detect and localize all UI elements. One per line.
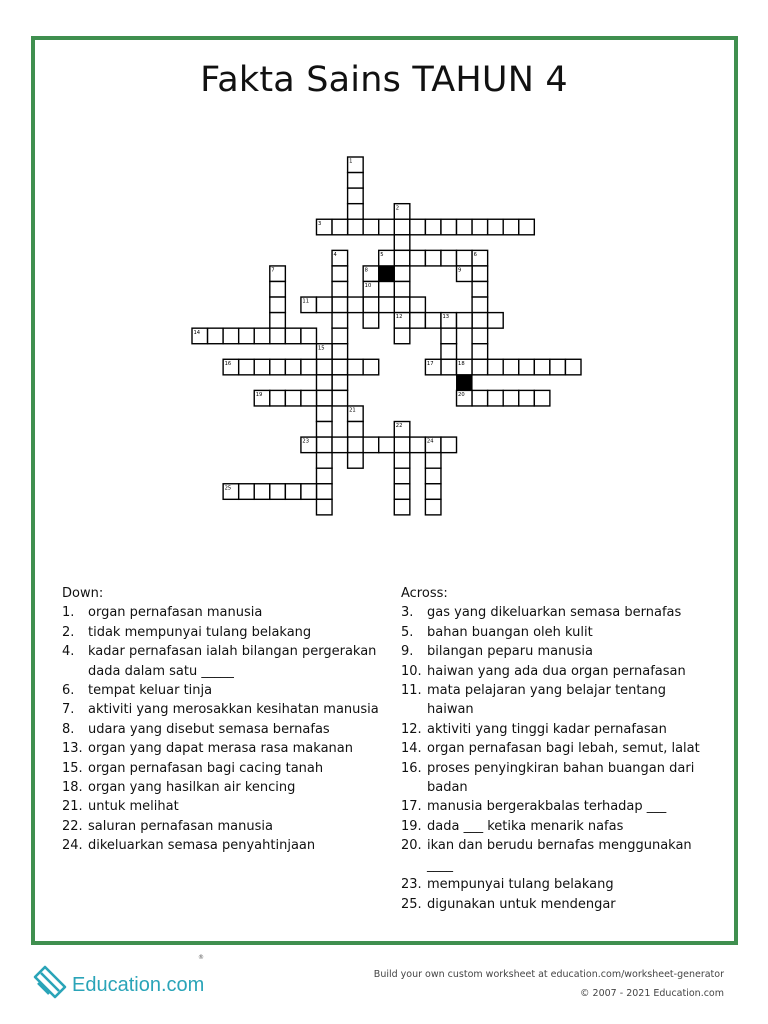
across-clue <box>401 836 716 875</box>
crossword-cell[interactable] <box>270 313 286 329</box>
crossword-cell[interactable] <box>394 266 410 282</box>
crossword-cell[interactable] <box>410 250 426 266</box>
crossword-cell[interactable] <box>488 359 504 375</box>
clue-text: manusia bergerakbalas terhadap ___ <box>427 799 667 815</box>
clue-text: dada ___ ketika menarik nafas <box>427 818 624 834</box>
crossword-cell[interactable] <box>394 453 410 469</box>
crossword-number: 2 <box>395 205 400 212</box>
crossword-black-cell <box>379 266 395 282</box>
crossword-cell[interactable] <box>270 281 286 297</box>
across-clue <box>401 662 716 681</box>
clue-number: 4. <box>62 644 75 660</box>
clue-text: mempunyai tulang belakang <box>427 877 614 893</box>
crossword-cell[interactable] <box>394 297 410 313</box>
crossword-cell[interactable] <box>239 359 255 375</box>
crossword-number: 17 <box>426 360 434 367</box>
across-clue <box>401 681 716 720</box>
crossword-cell[interactable] <box>348 422 364 438</box>
crossword-number: 25 <box>224 485 232 492</box>
across-clue <box>401 739 716 758</box>
crossword-cell[interactable] <box>394 437 410 453</box>
clue-number: 19. <box>401 818 422 834</box>
crossword-cell[interactable] <box>425 453 441 469</box>
crossword-cell[interactable] <box>348 173 364 189</box>
clue-text: udara yang disebut semasa bernafas <box>88 721 330 737</box>
crossword-cell[interactable] <box>488 313 504 329</box>
crossword-number: 8 <box>364 267 368 274</box>
crossword-number: 21 <box>349 407 356 414</box>
crossword-cell[interactable] <box>457 219 473 235</box>
crossword-cell[interactable] <box>410 297 426 313</box>
crossword-cell[interactable] <box>425 313 441 329</box>
crossword-number: 23 <box>302 438 310 445</box>
crossword-cell[interactable] <box>208 328 224 344</box>
crossword-number: 14 <box>193 329 201 336</box>
crossword-cell[interactable] <box>472 328 488 344</box>
crossword-cell[interactable] <box>534 390 550 406</box>
clue-text: organ yang dapat merasa rasa makanan <box>88 741 353 757</box>
crossword-cell[interactable] <box>239 484 255 500</box>
crossword-number: 4 <box>333 251 337 258</box>
crossword-cell[interactable] <box>270 328 286 344</box>
crossword-black-cell <box>457 375 473 391</box>
crossword-cell[interactable] <box>348 453 364 469</box>
crossword-cell[interactable] <box>363 359 379 375</box>
crossword-cell[interactable] <box>316 375 332 391</box>
across-clue <box>401 797 716 816</box>
clue-number: 10. <box>401 663 422 679</box>
crossword-cell[interactable] <box>410 313 426 329</box>
crossword-cell[interactable] <box>285 390 301 406</box>
crossword-cell[interactable] <box>270 484 286 500</box>
clue-text: organ yang hasilkan air kencing <box>88 780 296 796</box>
crossword-cell[interactable] <box>254 484 270 500</box>
education-logo-icon <box>31 963 69 1001</box>
crossword-cell[interactable] <box>270 390 286 406</box>
clue-text: tempat keluar tinja <box>88 683 213 699</box>
across-clues <box>401 584 716 914</box>
across-clue <box>401 642 716 661</box>
clue-number: 18. <box>62 780 83 796</box>
down-heading: Down: <box>62 586 104 601</box>
clue-number: 25. <box>401 896 422 912</box>
down-clue <box>62 700 382 719</box>
down-clue <box>62 623 382 642</box>
crossword-cell[interactable] <box>316 499 332 515</box>
crossword-cell[interactable] <box>332 313 348 329</box>
crossword-cell[interactable] <box>316 359 332 375</box>
crossword-cell[interactable] <box>488 390 504 406</box>
crossword-cell[interactable] <box>379 281 395 297</box>
crossword-cell[interactable] <box>254 328 270 344</box>
crossword-number: 20 <box>458 392 465 398</box>
crossword-cell[interactable] <box>441 344 457 360</box>
crossword-cell[interactable] <box>488 219 504 235</box>
across-clue <box>401 603 716 622</box>
crossword-cell[interactable] <box>503 359 519 375</box>
crossword-number: 12 <box>395 314 403 321</box>
clue-text: digunakan untuk mendengar <box>427 896 616 912</box>
footer-worksheet-link: Build your own custom worksheet at education.com/worksheet-generator <box>373 969 724 980</box>
crossword-cell[interactable] <box>425 484 441 500</box>
crossword-cell[interactable] <box>379 437 395 453</box>
crossword-number: 3 <box>317 220 322 227</box>
crossword-cell[interactable] <box>348 188 364 204</box>
crossword-cell[interactable] <box>457 250 473 266</box>
crossword-cell[interactable] <box>332 359 348 375</box>
clue-text: bilangan peparu manusia <box>427 644 593 660</box>
crossword-cell[interactable] <box>550 359 566 375</box>
crossword-cell[interactable] <box>425 250 441 266</box>
crossword-number: 5 <box>380 251 384 258</box>
crossword-cell[interactable] <box>316 390 332 406</box>
crossword-cell[interactable] <box>363 297 379 313</box>
clue-text: haiwan yang ada dua organ pernafasan <box>427 663 686 679</box>
across-clue <box>401 720 716 739</box>
clue-number: 11. <box>401 683 422 699</box>
clue-text: dikeluarkan semasa penyahtinjaan <box>88 838 316 854</box>
crossword-cell[interactable] <box>394 250 410 266</box>
clue-number: 2. <box>62 624 75 640</box>
crossword-cell[interactable] <box>301 359 317 375</box>
clue-number: 13. <box>62 741 83 757</box>
clue-number: 20. <box>401 838 422 854</box>
crossword-cell[interactable] <box>254 359 270 375</box>
crossword-cell[interactable] <box>332 281 348 297</box>
crossword-cell[interactable] <box>441 328 457 344</box>
clue-text: proses penyingkiran bahan buangan dari badan <box>427 760 695 796</box>
clue-number: 7. <box>62 702 75 718</box>
crossword-number: 10 <box>364 283 372 290</box>
crossword-cell[interactable] <box>472 266 488 282</box>
clue-text: mata pelajaran yang belajar tentang haiwan <box>427 683 666 718</box>
down-clue <box>62 681 382 700</box>
crossword-cell[interactable] <box>441 437 457 453</box>
clue-text: untuk melihat <box>88 799 179 815</box>
crossword-cell[interactable] <box>332 219 348 235</box>
crossword-number: 15 <box>317 345 325 352</box>
crossword-number: 19 <box>255 392 263 398</box>
crossword-cell[interactable] <box>410 437 426 453</box>
clue-number: 23. <box>401 877 422 893</box>
crossword-cell[interactable] <box>316 297 332 313</box>
crossword-cell[interactable] <box>394 484 410 500</box>
crossword-cell[interactable] <box>285 328 301 344</box>
crossword-number: 16 <box>224 360 232 367</box>
crossword-number: 18 <box>458 360 465 367</box>
crossword-cell[interactable] <box>472 281 488 297</box>
across-clue <box>401 623 716 642</box>
crossword-cell[interactable] <box>348 204 364 220</box>
clue-text: saluran pernafasan manusia <box>88 818 273 834</box>
crossword-cell[interactable] <box>394 281 410 297</box>
down-clue <box>62 603 382 622</box>
crossword-cell[interactable] <box>332 375 348 391</box>
crossword-cell[interactable] <box>332 297 348 313</box>
crossword-cell[interactable] <box>332 390 348 406</box>
crossword-cell[interactable] <box>363 313 379 329</box>
crossword-cell[interactable] <box>394 235 410 251</box>
crossword-cell[interactable] <box>301 328 317 344</box>
crossword-cell[interactable] <box>565 359 581 375</box>
crossword-cell[interactable] <box>348 359 364 375</box>
crossword-cell[interactable] <box>394 219 410 235</box>
clue-number: 21. <box>62 799 83 815</box>
crossword-cell[interactable] <box>363 437 379 453</box>
clue-number: 17. <box>401 799 422 815</box>
crossword-number: 1 <box>349 158 353 165</box>
across-clue <box>401 895 716 914</box>
crossword-cell[interactable] <box>441 250 457 266</box>
crossword-number: 24 <box>426 438 434 445</box>
crossword-number: 6 <box>473 251 477 258</box>
clue-number: 9. <box>401 644 414 660</box>
clue-number: 3. <box>401 605 414 621</box>
crossword-number: 7 <box>271 267 275 274</box>
crossword-cell[interactable] <box>519 390 535 406</box>
clue-text: gas yang dikeluarkan semasa bernafas <box>427 605 682 621</box>
clue-text: organ pernafasan manusia <box>88 605 263 621</box>
crossword-cell[interactable] <box>472 359 488 375</box>
crossword-cell[interactable] <box>301 484 317 500</box>
crossword-cell[interactable] <box>472 297 488 313</box>
crossword-cell[interactable] <box>223 328 239 344</box>
down-clue <box>62 739 382 758</box>
down-clue <box>62 778 382 797</box>
crossword-cell[interactable] <box>394 499 410 515</box>
crossword-cell[interactable] <box>425 219 441 235</box>
across-clue <box>401 875 716 894</box>
clue-number: 1. <box>62 605 75 621</box>
clue-text: organ pernafasan bagi cacing tanah <box>88 760 324 776</box>
crossword-cell[interactable] <box>316 453 332 469</box>
down-clue <box>62 642 382 681</box>
crossword-cell[interactable] <box>379 219 395 235</box>
crossword-cell[interactable] <box>348 437 364 453</box>
clue-text: bahan buangan oleh kulit <box>427 624 593 640</box>
crossword-cell[interactable] <box>503 390 519 406</box>
crossword-cell[interactable] <box>425 499 441 515</box>
crossword-cell[interactable] <box>332 266 348 282</box>
crossword-cell[interactable] <box>472 390 488 406</box>
clue-number: 8. <box>62 721 75 737</box>
crossword-cell[interactable] <box>348 219 364 235</box>
crossword-cell[interactable] <box>441 219 457 235</box>
crossword-cell[interactable] <box>394 468 410 484</box>
clue-text: organ pernafasan bagi lebah, semut, lalat <box>427 741 700 757</box>
crossword-cell[interactable] <box>472 313 488 329</box>
crossword-cell[interactable] <box>332 437 348 453</box>
crossword-cell[interactable] <box>316 422 332 438</box>
clue-text: ikan dan berudu bernafas menggunakan ____ <box>427 838 692 873</box>
down-clue <box>62 720 382 739</box>
down-clue <box>62 836 382 855</box>
down-clue <box>62 817 382 836</box>
crossword-cell[interactable] <box>410 219 426 235</box>
footer-copyright: © 2007 - 2021 Education.com <box>580 988 724 999</box>
crossword-cell[interactable] <box>301 390 317 406</box>
across-clue <box>401 817 716 836</box>
crossword-cell[interactable] <box>425 468 441 484</box>
crossword-cell[interactable] <box>348 297 364 313</box>
crossword-number: 11 <box>302 298 310 305</box>
crossword-cell[interactable] <box>285 484 301 500</box>
crossword-cell[interactable] <box>394 328 410 344</box>
clue-text: aktiviti yang tinggi kadar pernafasan <box>427 721 667 737</box>
crossword-cell[interactable] <box>363 219 379 235</box>
crossword-cell[interactable] <box>519 219 535 235</box>
crossword-cell[interactable] <box>285 359 301 375</box>
crossword-cell[interactable] <box>472 344 488 360</box>
crossword-number: 13 <box>442 314 450 321</box>
clue-number: 15. <box>62 760 83 776</box>
down-clues <box>62 584 382 856</box>
crossword-cell[interactable] <box>441 359 457 375</box>
education-logo-text: Education.com <box>72 974 205 996</box>
down-clue <box>62 759 382 778</box>
clue-number: 16. <box>401 760 422 776</box>
crossword-cell[interactable] <box>472 219 488 235</box>
crossword-cell[interactable] <box>316 437 332 453</box>
across-clue <box>401 759 716 798</box>
crossword-cell[interactable] <box>503 219 519 235</box>
crossword-cell[interactable] <box>379 297 395 313</box>
crossword-number: 9 <box>458 267 462 274</box>
clue-number: 5. <box>401 624 414 640</box>
education-logo <box>31 954 231 1004</box>
crossword-cell[interactable] <box>239 328 255 344</box>
clue-text: aktiviti yang merosakkan kesihatan manusia <box>88 702 379 718</box>
crossword-number: 22 <box>395 423 403 430</box>
crossword-cell[interactable] <box>316 468 332 484</box>
clue-number: 6. <box>62 683 75 699</box>
clue-number: 14. <box>401 741 422 757</box>
page-title: Fakta Sains TAHUN 4 <box>200 60 568 100</box>
crossword-cell[interactable] <box>332 344 348 360</box>
across-heading: Across: <box>401 586 448 601</box>
crossword-cell[interactable] <box>534 359 550 375</box>
down-clue <box>62 797 382 816</box>
registered-mark: ® <box>198 954 204 961</box>
clue-number: 22. <box>62 818 83 834</box>
clue-number: 12. <box>401 721 422 737</box>
clue-text: tidak mempunyai tulang belakang <box>88 624 312 640</box>
crossword-cell[interactable] <box>457 313 473 329</box>
crossword-cell[interactable] <box>519 359 535 375</box>
clue-number: 24. <box>62 838 83 854</box>
crossword-cell[interactable] <box>316 406 332 422</box>
crossword-cell[interactable] <box>332 328 348 344</box>
crossword-cell[interactable] <box>316 484 332 500</box>
crossword-cell[interactable] <box>270 359 286 375</box>
crossword-cell[interactable] <box>270 297 286 313</box>
clue-text: kadar pernafasan ialah bilangan pergerakan dada dalam satu _____ <box>88 644 377 679</box>
